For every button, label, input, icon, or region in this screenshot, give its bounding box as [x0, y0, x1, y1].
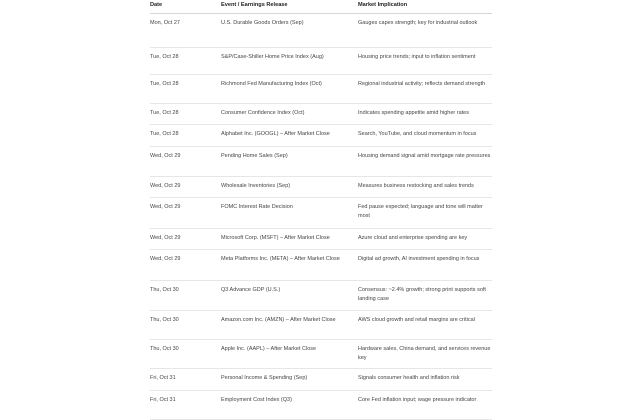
- row-implication: Measures business restocking and sales trends: [358, 183, 474, 189]
- row-event: Personal Income & Spending (Sep): [221, 375, 308, 381]
- row-date: Fri, Oct 31: [150, 397, 176, 403]
- row-date: Fri, Oct 31: [150, 375, 176, 381]
- row-date: Tue, Oct 28: [150, 131, 179, 137]
- row-date: Thu, Oct 30: [150, 346, 179, 352]
- table-row: [150, 339, 492, 369]
- header-date: Date: [150, 2, 163, 8]
- table-row: [150, 249, 492, 281]
- row-implication: Housing demand signal amid mortgage rate pressures: [358, 153, 491, 159]
- table-row: [150, 74, 492, 104]
- row-implication: Regional industrial activity; reflects demand strength: [358, 81, 486, 87]
- row-date: Wed, Oct 29: [150, 153, 181, 159]
- row-implication: Housing price trends; input to inflation sentiment: [358, 54, 476, 60]
- row-implication: Fed pause expected; language and tone will matter most: [358, 204, 483, 219]
- table-row: [150, 197, 492, 229]
- header-event: Event / Earnings Release: [221, 2, 288, 8]
- row-implication: Azure cloud and enterprise spending are key: [358, 235, 468, 241]
- table-row: [150, 280, 492, 311]
- row-date: Mon, Oct 27: [150, 20, 180, 26]
- row-event: FOMC Interest Rate Decision: [221, 204, 293, 210]
- table-row: [150, 124, 492, 147]
- row-date: Tue, Oct 28: [150, 81, 179, 87]
- row-implication: Search, YouTube, and cloud momentum in focus: [358, 131, 477, 137]
- row-date: Tue, Oct 28: [150, 110, 179, 116]
- table-row: [150, 176, 492, 198]
- row-implication: Digital ad growth, AI investment spending in focus: [358, 256, 480, 262]
- row-implication: Signals consumer health and inflation risk: [358, 375, 460, 381]
- row-event: Q3 Advance GDP (U.S.): [221, 287, 281, 293]
- table-header: [150, 0, 492, 14]
- row-implication: Gauges capex strength; key for industrial outlook: [358, 20, 478, 26]
- table-row: [150, 368, 492, 391]
- row-event: Consumer Confidence Index (Oct): [221, 110, 305, 116]
- row-implication: Consensus: ~2.4% growth; strong print supports soft landing case: [358, 287, 486, 302]
- row-date: Wed, Oct 29: [150, 204, 181, 210]
- row-event: Employment Cost Index (Q3): [221, 397, 292, 403]
- row-date: Tue, Oct 28: [150, 54, 179, 60]
- row-event: Alphabet Inc. (GOOGL) – After Market Close: [221, 131, 330, 137]
- table-row: [150, 390, 492, 420]
- row-event: U.S. Durable Goods Orders (Sep): [221, 20, 304, 26]
- row-event: Amazon.com Inc. (AMZN) – After Market Close: [221, 317, 336, 323]
- row-event: Pending Home Sales (Sep): [221, 153, 288, 159]
- row-event: Apple Inc. (AAPL) – After Market Close: [221, 346, 317, 352]
- table-row: [150, 13, 492, 48]
- row-date: Thu, Oct 30: [150, 317, 179, 323]
- row-implication: Core Fed inflation input; wage pressure indicator: [358, 397, 477, 403]
- row-event: Microsoft Corp. (MSFT) – After Market Close: [221, 235, 330, 241]
- table-row: [150, 47, 492, 75]
- row-event: S&P/Case-Shiller Home Price Index (Aug): [221, 54, 324, 60]
- row-date: Wed, Oct 29: [150, 183, 181, 189]
- header-implication: Market Implication: [358, 2, 408, 8]
- row-event: Meta Platforms Inc. (META) – After Market Close: [221, 256, 340, 262]
- row-date: Thu, Oct 30: [150, 287, 179, 293]
- table-row: [150, 103, 492, 125]
- economic-calendar-table: [150, 0, 492, 403]
- row-implication: AWS cloud growth and retail margins are critical: [358, 317, 475, 323]
- table-row: [150, 228, 492, 250]
- row-date: Wed, Oct 29: [150, 256, 181, 262]
- row-event: Richmond Fed Manufacturing Index (Oct): [221, 81, 322, 87]
- row-event: Wholesale Inventories (Sep): [221, 183, 291, 189]
- row-date: Wed, Oct 29: [150, 235, 181, 241]
- row-implication: Indicates spending appetite amid higher rates: [358, 110, 469, 116]
- table-row: [150, 310, 492, 340]
- table-row: [150, 146, 492, 177]
- row-implication: Hardware sales, China demand, and services revenue key: [358, 346, 491, 361]
